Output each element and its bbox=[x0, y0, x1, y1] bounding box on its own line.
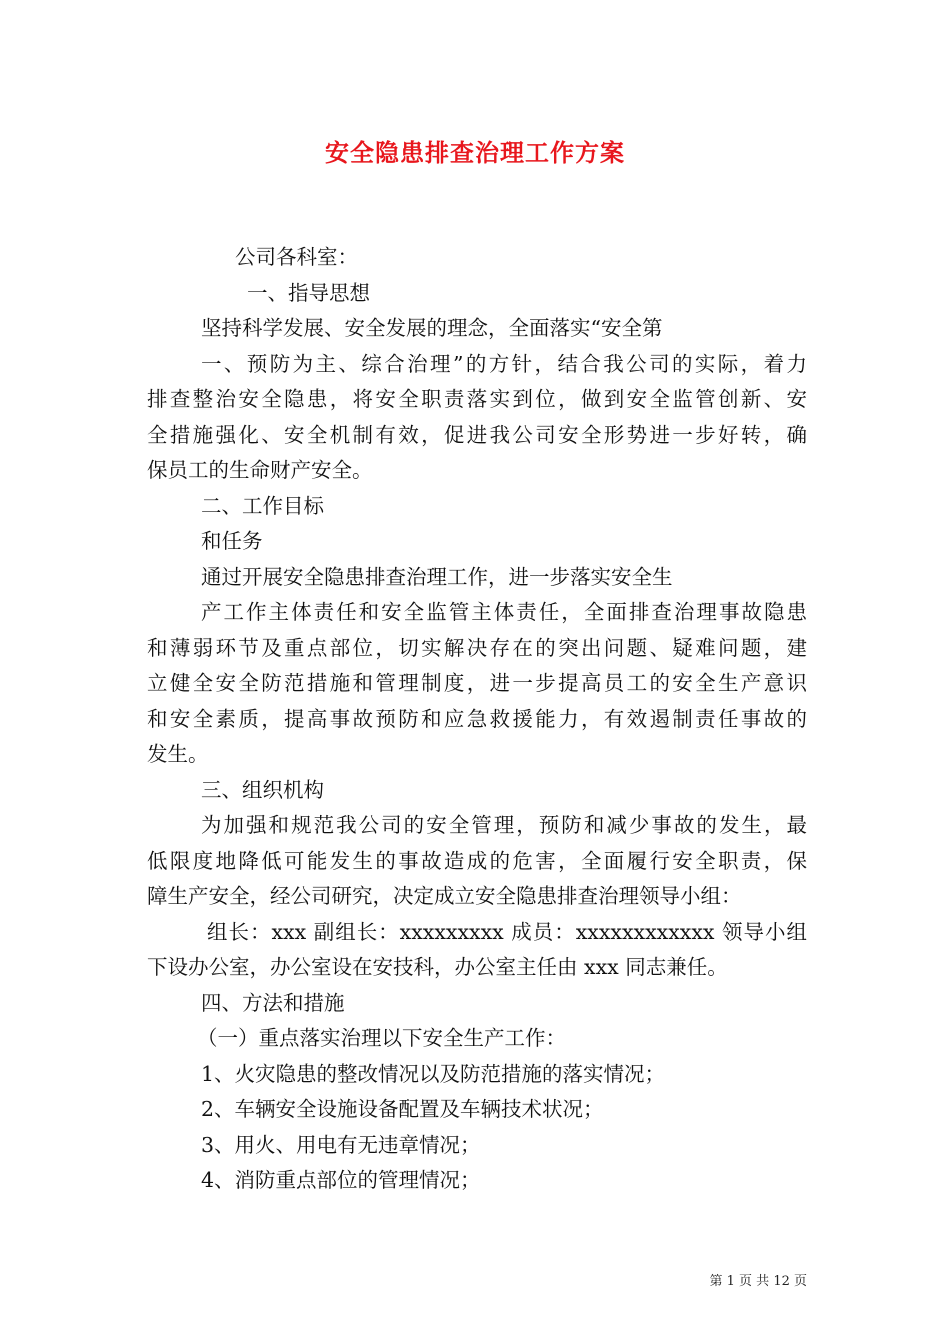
subsection-heading: （一）重点落实治理以下安全生产工作： bbox=[197, 1026, 566, 1050]
document-body bbox=[147, 240, 807, 1199]
list-item: 1、火灾隐患的整改情况以及防范措施的落实情况； bbox=[201, 1061, 666, 1086]
section-heading-1: 一、指导思想 bbox=[247, 280, 370, 305]
list-item: 2、车辆安全设施设备配置及车辆技术状况； bbox=[201, 1097, 604, 1121]
section-heading-4: 四、方法和措施 bbox=[201, 990, 345, 1015]
document-title: 安全隐患排查治理工作方案 bbox=[325, 138, 625, 167]
paragraph-line: 和薄弱环节及重点部位，切实解决存在的突出问题、疑难问题，建 bbox=[147, 635, 807, 660]
list-item: 3、用火、用电有无违章情况； bbox=[201, 1132, 481, 1157]
paragraph-line: 低限度地降低可能发生的事故造成的危害，全面履行安全职责，保 bbox=[147, 848, 807, 873]
section-heading-3: 三、组织机构 bbox=[201, 777, 324, 802]
section-heading-2-cont: 和任务 bbox=[201, 529, 263, 553]
paragraph-line: 为加强和规范我公司的安全管理，预防和减少事故的发生，最 bbox=[201, 813, 807, 837]
paragraph-line: 一、预防为主、综合治理”的方针，结合我公司的实际，着力 bbox=[201, 351, 807, 376]
paragraph-line: 产工作主体责任和安全监管主体责任，全面排查治理事故隐患 bbox=[201, 600, 807, 624]
paragraph-line: 障生产安全，经公司研究，决定成立安全隐患排查治理领导小组： bbox=[147, 884, 742, 908]
list-item: 4、消防重点部位的管理情况； bbox=[201, 1168, 481, 1192]
paragraph-line: 全措施强化、安全机制有效，促进我公司安全形势进一步好转，确 bbox=[147, 422, 807, 447]
paragraph-line: 立健全安全防范措施和管理制度，进一步提高员工的安全生产意识 bbox=[147, 671, 807, 695]
section-heading-2: 二、工作目标 bbox=[201, 493, 324, 518]
paragraph-line: 发生。 bbox=[147, 742, 209, 766]
paragraph-line: 保员工的生命财产安全。 bbox=[147, 458, 373, 482]
paragraph-line: 和安全素质，提高事故预防和应急救援能力，有效遏制责任事故的 bbox=[147, 706, 807, 731]
paragraph-line: 排查整治安全隐患，将安全职责落实到位，做到安全监管创新、安 bbox=[147, 387, 807, 411]
greeting-line: 公司各科室： bbox=[235, 245, 358, 269]
paragraph-line: 坚持科学发展、安全发展的理念，全面落实“安全第 bbox=[201, 316, 663, 340]
paragraph-line: 下设办公室，办公室设在安技科，办公室主任由 xxx 同志兼任。 bbox=[147, 955, 728, 979]
paragraph-line: 通过开展安全隐患排查治理工作，进一步落实安全生 bbox=[201, 564, 673, 589]
page-number: 第 1 页 共 12 页 bbox=[709, 1274, 807, 1289]
group-members-line: 组长：xxx 副组长：xxxxxxxxx 成员：xxxxxxxxxxxx 领导小组 bbox=[207, 919, 807, 944]
